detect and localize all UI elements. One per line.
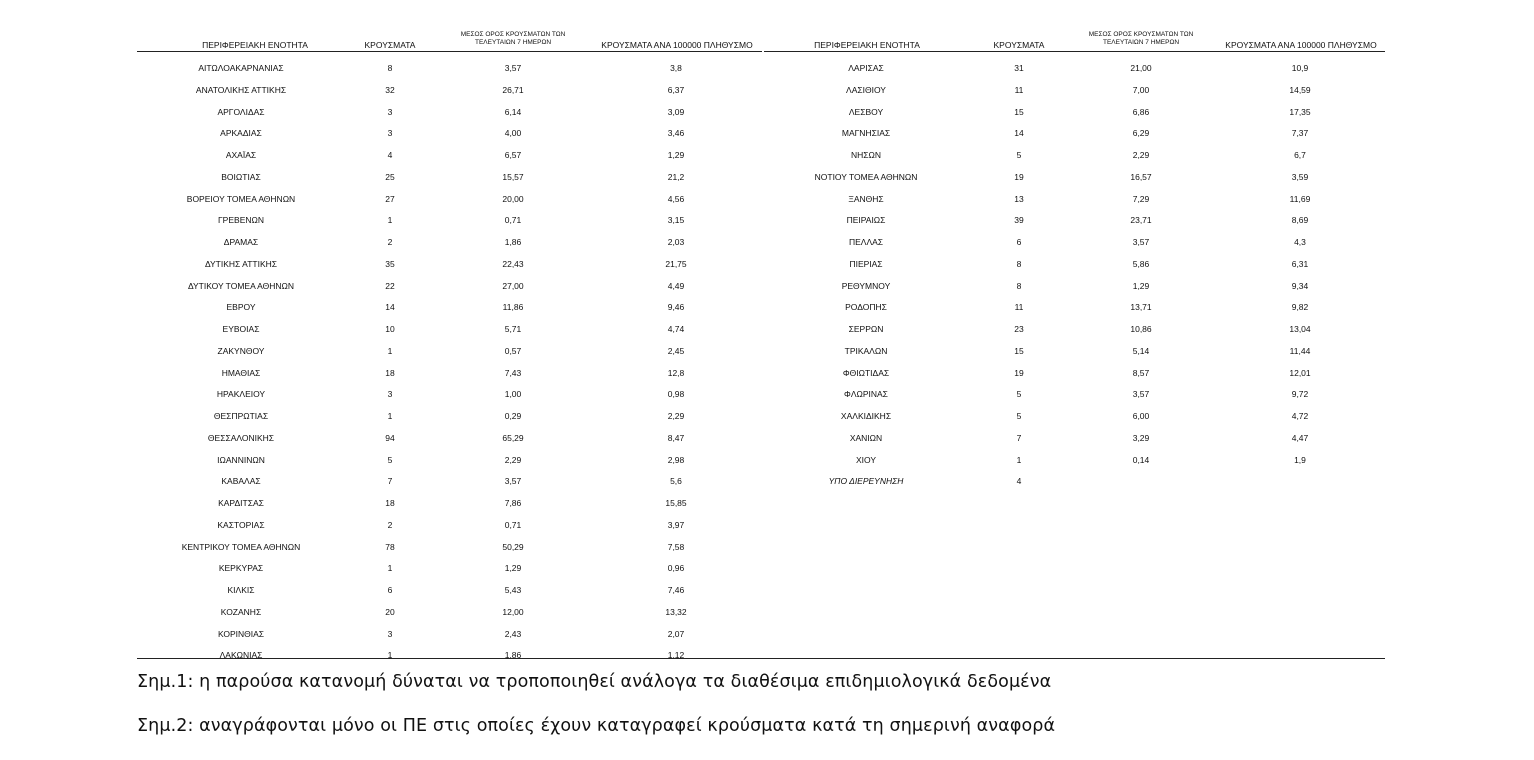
cell-avg7: 0,71 — [504, 519, 522, 530]
cell-cases: 1 — [387, 345, 393, 356]
cell-cases: 27 — [385, 193, 395, 204]
cell-cases: 35 — [385, 258, 395, 269]
cell-per100k: 17,35 — [1289, 106, 1311, 117]
cell-cases: 3 — [387, 389, 393, 400]
cell-region: ΕΒΡΟΥ — [226, 302, 256, 313]
cell-avg7: 16,57 — [1130, 171, 1152, 182]
cell-avg7: 21,00 — [1130, 63, 1152, 73]
cell-avg7: 0,71 — [504, 215, 522, 226]
cell-avg7: 2,29 — [1132, 150, 1150, 160]
cell-cases: 3 — [387, 106, 393, 117]
cell-region: ΙΩΑΝΝΙΝΩΝ — [217, 454, 265, 465]
cell-per100k: 2,07 — [667, 628, 685, 639]
cell-cases: 7 — [387, 476, 393, 487]
cell-per100k: 2,03 — [667, 237, 685, 247]
cell-per100k: 0,96 — [667, 563, 685, 574]
cell-avg7: 8,57 — [1132, 367, 1150, 378]
cell-per100k: 15,85 — [665, 498, 687, 508]
cell-per100k: 3,8 — [670, 63, 682, 73]
cell-per100k: 12,8 — [667, 367, 685, 378]
cell-per100k: 7,58 — [667, 541, 685, 552]
header-rule-left — [137, 51, 762, 52]
cell-per100k: 4,74 — [667, 324, 685, 334]
cell-region: ΝΟΤΙΟΥ ΤΟΜΕΑ ΑΘΗΝΩΝ — [814, 171, 918, 182]
cell-region: ΝΗΣΩΝ — [850, 150, 882, 160]
cell-cases: 31 — [1014, 63, 1024, 73]
cell-cases: 5 — [1016, 150, 1022, 160]
cell-region: ΚΕΡΚΥΡΑΣ — [218, 563, 264, 574]
cell-region: ΘΕΣΣΑΛΟΝΙΚΗΣ — [207, 432, 275, 443]
cell-cases: 18 — [385, 367, 395, 378]
header-avg7-left — [443, 31, 583, 47]
cell-avg7: 11,86 — [502, 302, 524, 313]
cell-region: ΥΠΟ ΔΙΕΡΕΥΝΗΣΗ — [828, 476, 904, 487]
cell-per100k: 5,6 — [670, 476, 682, 487]
cell-per100k: 9,82 — [1291, 302, 1309, 313]
cell-cases: 1 — [387, 650, 393, 660]
cell-cases: 4 — [387, 150, 393, 160]
cell-region: ΚΕΝΤΡΙΚΟΥ ΤΟΜΕΑ ΑΘΗΝΩΝ — [181, 541, 301, 552]
cell-cases: 8 — [1016, 258, 1022, 269]
cell-region: ΓΡΕΒΕΝΩΝ — [218, 215, 264, 226]
cell-avg7: 5,14 — [1132, 345, 1150, 356]
cell-region: ΧΑΝΙΩΝ — [849, 432, 883, 443]
cell-per100k: 2,29 — [667, 411, 685, 421]
cell-avg7: 1,29 — [504, 563, 522, 574]
cell-avg7: 1,86 — [504, 237, 522, 247]
cell-avg7: 3,29 — [1132, 432, 1150, 443]
cell-cases: 32 — [385, 84, 395, 95]
cell-cases: 13 — [1014, 193, 1024, 204]
cell-avg7: 1,29 — [1132, 280, 1150, 291]
cell-region: ΖΑΚΥΝΘΟΥ — [217, 345, 265, 356]
header-cases-right: ΚΡΟΥΣΜΑΤΑ — [993, 40, 1045, 50]
cell-region: ΞΑΝΘΗΣ — [848, 193, 884, 204]
cell-region: ΑΙΤΩΛΟΑΚΑΡΝΑΝΙΑΣ — [198, 63, 284, 73]
cell-cases: 10 — [385, 324, 395, 334]
cell-cases: 25 — [385, 171, 395, 182]
cell-cases: 22 — [385, 280, 395, 291]
cell-region: ΑΧΑΪΑΣ — [225, 150, 257, 160]
cell-avg7: 2,29 — [504, 454, 522, 465]
cell-per100k: 6,7 — [1294, 150, 1306, 160]
cell-avg7: 50,29 — [502, 541, 524, 552]
cell-avg7: 7,86 — [504, 498, 522, 508]
cell-cases: 5 — [387, 454, 393, 465]
cell-cases: 78 — [385, 541, 395, 552]
header-avg7-line2: ΤΕΛΕΥΤΑΙΩΝ 7 ΗΜΕΡΩΝ — [474, 39, 552, 46]
cell-cases: 4 — [1016, 476, 1022, 487]
cell-cases: 7 — [1016, 432, 1022, 443]
cell-avg7: 2,43 — [504, 628, 522, 639]
cell-region: ΦΘΙΩΤΙΔΑΣ — [842, 367, 890, 378]
cell-per100k: 14,59 — [1289, 84, 1311, 95]
cell-avg7: 5,71 — [504, 324, 522, 334]
cell-region: ΑΡΚΑΔΙΑΣ — [220, 128, 262, 139]
cell-avg7: 23,71 — [1130, 215, 1152, 226]
cell-per100k: 3,59 — [1291, 171, 1309, 182]
cell-region: ΛΕΣΒΟΥ — [848, 106, 884, 117]
cell-cases: 1 — [387, 215, 393, 226]
cell-region: ΧΙΟΥ — [855, 454, 877, 465]
cell-per100k: 21,75 — [665, 258, 687, 269]
cell-region: ΕΥΒΟΙΑΣ — [222, 324, 260, 334]
cell-region: ΡΟΔΟΠΗΣ — [845, 302, 887, 313]
cell-per100k: 10,9 — [1291, 63, 1309, 73]
cell-region: ΛΑΡΙΣΑΣ — [848, 63, 884, 73]
cell-per100k: 1,29 — [667, 150, 685, 160]
cell-cases: 3 — [387, 628, 393, 639]
cell-region: ΗΡΑΚΛΕΙΟΥ — [216, 389, 266, 400]
note-2: Σημ.2: αναγράφονται μόνο οι ΠΕ στις οποίες έχουν καταγραφεί κρούσματα κατά τη σημερινή αναφορά — [137, 716, 1056, 736]
cell-avg7: 0,14 — [1132, 454, 1150, 465]
cell-cases: 2 — [387, 519, 393, 530]
cell-per100k: 6,31 — [1291, 258, 1309, 269]
cell-region: ΚΟΖΑΝΗΣ — [220, 606, 262, 617]
cell-per100k: 3,15 — [667, 215, 685, 226]
cell-region: ΘΕΣΠΡΩΤΙΑΣ — [213, 411, 269, 421]
cell-per100k: 0,98 — [667, 389, 685, 400]
cell-per100k: 4,56 — [667, 193, 685, 204]
cell-per100k: 1,9 — [1294, 454, 1306, 465]
header-avg7-right — [1071, 31, 1211, 47]
header-per100k-right: ΚΡΟΥΣΜΑΤΑ ΑΝΑ 100000 ΠΛΗΘΥΣΜΟ — [1225, 40, 1377, 50]
cell-per100k: 4,72 — [1291, 411, 1309, 421]
cell-cases: 5 — [1016, 411, 1022, 421]
cell-avg7: 13,71 — [1130, 302, 1152, 313]
cell-cases: 15 — [1014, 106, 1024, 117]
cell-per100k: 4,47 — [1291, 432, 1309, 443]
cell-cases: 2 — [387, 237, 393, 247]
cell-avg7: 6,57 — [504, 150, 522, 160]
header-region-left: ΠΕΡΙΦΕΡΕΙΑΚΗ ΕΝΟΤΗΤΑ — [202, 40, 308, 50]
cell-per100k: 4,3 — [1294, 237, 1306, 247]
cell-region: ΔΥΤΙΚΗΣ ΑΤΤΙΚΗΣ — [204, 258, 278, 269]
cell-avg7: 6,00 — [1132, 411, 1150, 421]
header-avg7-line1: ΜΕΣΟΣ ΟΡΟΣ ΚΡΟΥΣΜΑΤΩΝ ΤΩΝ — [460, 31, 566, 38]
cell-cases: 39 — [1014, 215, 1024, 226]
cell-cases: 5 — [1016, 389, 1022, 400]
header-per100k-left: ΚΡΟΥΣΜΑΤΑ ΑΝΑ 100000 ΠΛΗΘΥΣΜΟ — [601, 40, 753, 50]
cell-per100k: 13,32 — [665, 606, 687, 617]
cell-region: ΚΟΡΙΝΘΙΑΣ — [217, 628, 265, 639]
cell-cases: 19 — [1014, 171, 1024, 182]
header-avg7-line2: ΤΕΛΕΥΤΑΙΩΝ 7 ΗΜΕΡΩΝ — [1102, 39, 1180, 46]
cell-region: ΒΟΡΕΙΟΥ ΤΟΜΕΑ ΑΘΗΝΩΝ — [186, 193, 296, 204]
cell-region: ΚΑΣΤΟΡΙΑΣ — [217, 519, 265, 530]
cell-cases: 1 — [387, 411, 393, 421]
header-region-right: ΠΕΡΙΦΕΡΕΙΑΚΗ ΕΝΟΤΗΤΑ — [814, 40, 920, 50]
cell-region: ΤΡΙΚΑΛΩΝ — [844, 345, 888, 356]
cell-cases: 19 — [1014, 367, 1024, 378]
cell-per100k: 11,69 — [1289, 193, 1311, 204]
cell-per100k: 9,34 — [1291, 280, 1309, 291]
cell-region: ΑΡΓΟΛΙΔΑΣ — [217, 106, 265, 117]
cell-avg7: 7,00 — [1132, 84, 1150, 95]
cell-cases: 15 — [1014, 345, 1024, 356]
cell-avg7: 65,29 — [502, 432, 524, 443]
cell-per100k: 2,98 — [667, 454, 685, 465]
cell-region: ΚΑΡΔΙΤΣΑΣ — [218, 498, 264, 508]
cell-per100k: 3,97 — [667, 519, 685, 530]
cell-cases: 1 — [1016, 454, 1022, 465]
cell-per100k: 21,2 — [667, 171, 685, 182]
cell-region: ΠΕΛΛΑΣ — [848, 237, 884, 247]
cell-avg7: 4,00 — [504, 128, 522, 139]
cell-avg7: 1,00 — [504, 389, 522, 400]
cell-avg7: 3,57 — [504, 63, 522, 73]
cell-avg7: 1,86 — [504, 650, 522, 660]
cell-avg7: 5,43 — [504, 585, 522, 595]
cell-cases: 6 — [387, 585, 393, 595]
cell-per100k: 1,12 — [667, 650, 685, 660]
cell-per100k: 3,09 — [667, 106, 685, 117]
cell-region: ΔΥΤΙΚΟΥ ΤΟΜΕΑ ΑΘΗΝΩΝ — [187, 280, 295, 291]
cell-avg7: 3,57 — [1132, 389, 1150, 400]
cell-avg7: 3,57 — [504, 476, 522, 487]
cell-region: ΛΑΚΩΝΙΑΣ — [219, 650, 263, 660]
cell-per100k: 11,44 — [1289, 345, 1311, 356]
note-1: Σημ.1: η παρούσα κατανομή δύναται να τροποποιηθεί ανάλογα τα διαθέσιμα επιδημιολογικά δεδομένα — [137, 672, 1052, 692]
cell-avg7: 6,14 — [504, 106, 522, 117]
cell-per100k: 3,46 — [667, 128, 685, 139]
cell-avg7: 12,00 — [502, 606, 524, 617]
header-avg7-line1: ΜΕΣΟΣ ΟΡΟΣ ΚΡΟΥΣΜΑΤΩΝ ΤΩΝ — [1088, 31, 1194, 38]
cell-region: ΜΑΓΝΗΣΙΑΣ — [841, 128, 891, 139]
cell-region: ΠΕΙΡΑΙΩΣ — [846, 215, 886, 226]
cell-region: ΧΑΛΚΙΔΙΚΗΣ — [840, 411, 892, 421]
cell-cases: 8 — [1016, 280, 1022, 291]
cell-avg7: 7,29 — [1132, 193, 1150, 204]
cell-avg7: 15,57 — [502, 171, 524, 182]
cell-cases: 14 — [1014, 128, 1024, 139]
cell-cases: 8 — [387, 63, 393, 73]
cell-avg7: 3,57 — [1132, 237, 1150, 247]
cell-cases: 3 — [387, 128, 393, 139]
cell-avg7: 27,00 — [502, 280, 524, 291]
cell-per100k: 12,01 — [1289, 367, 1311, 378]
cell-cases: 1 — [387, 563, 393, 574]
cell-per100k: 9,72 — [1291, 389, 1309, 400]
cell-cases: 6 — [1016, 237, 1022, 247]
cell-avg7: 6,29 — [1132, 128, 1150, 139]
header-cases-left: ΚΡΟΥΣΜΑΤΑ — [364, 40, 416, 50]
cell-per100k: 2,45 — [667, 345, 685, 356]
bottom-rule — [137, 658, 1385, 659]
cell-avg7: 26,71 — [502, 84, 524, 95]
cell-cases: 20 — [385, 606, 395, 617]
cell-per100k: 9,46 — [667, 302, 685, 313]
cell-avg7: 0,57 — [504, 345, 522, 356]
cell-per100k: 6,37 — [667, 84, 685, 95]
cell-region: ΑΝΑΤΟΛΙΚΗΣ ΑΤΤΙΚΗΣ — [195, 84, 287, 95]
cell-per100k: 8,47 — [667, 432, 685, 443]
cell-cases: 18 — [385, 498, 395, 508]
cell-region: ΠΙΕΡΙΑΣ — [849, 258, 883, 269]
cell-per100k: 8,69 — [1291, 215, 1309, 226]
cell-region: ΣΕΡΡΩΝ — [848, 324, 884, 334]
cell-region: ΚΑΒΑΛΑΣ — [221, 476, 261, 487]
cell-avg7: 0,29 — [504, 411, 522, 421]
cell-region: ΒΟΙΩΤΙΑΣ — [221, 171, 261, 182]
cell-avg7: 22,43 — [502, 258, 524, 269]
cell-cases: 11 — [1014, 84, 1024, 95]
cell-avg7: 5,86 — [1132, 258, 1150, 269]
cell-avg7: 7,43 — [504, 367, 522, 378]
cell-per100k: 7,37 — [1291, 128, 1309, 139]
cell-avg7: 20,00 — [502, 193, 524, 204]
cell-region: ΔΡΑΜΑΣ — [223, 237, 259, 247]
cell-cases: 14 — [385, 302, 395, 313]
cell-per100k: 7,46 — [667, 585, 685, 595]
cell-per100k: 4,49 — [667, 280, 685, 291]
cell-region: ΛΑΣΙΘΙΟΥ — [846, 84, 886, 95]
cell-cases: 94 — [385, 432, 395, 443]
cell-region: ΦΛΩΡΙΝΑΣ — [844, 389, 888, 400]
cell-region: ΚΙΛΚΙΣ — [227, 585, 255, 595]
cell-region: ΗΜΑΘΙΑΣ — [221, 367, 261, 378]
cell-region: ΡΕΘΥΜΝΟΥ — [841, 280, 891, 291]
cell-avg7: 10,86 — [1130, 324, 1152, 334]
cell-cases: 23 — [1014, 324, 1024, 334]
cell-avg7: 6,86 — [1132, 106, 1150, 117]
header-rule-right — [764, 51, 1385, 52]
cell-per100k: 13,04 — [1289, 324, 1311, 334]
cell-cases: 11 — [1014, 302, 1024, 313]
